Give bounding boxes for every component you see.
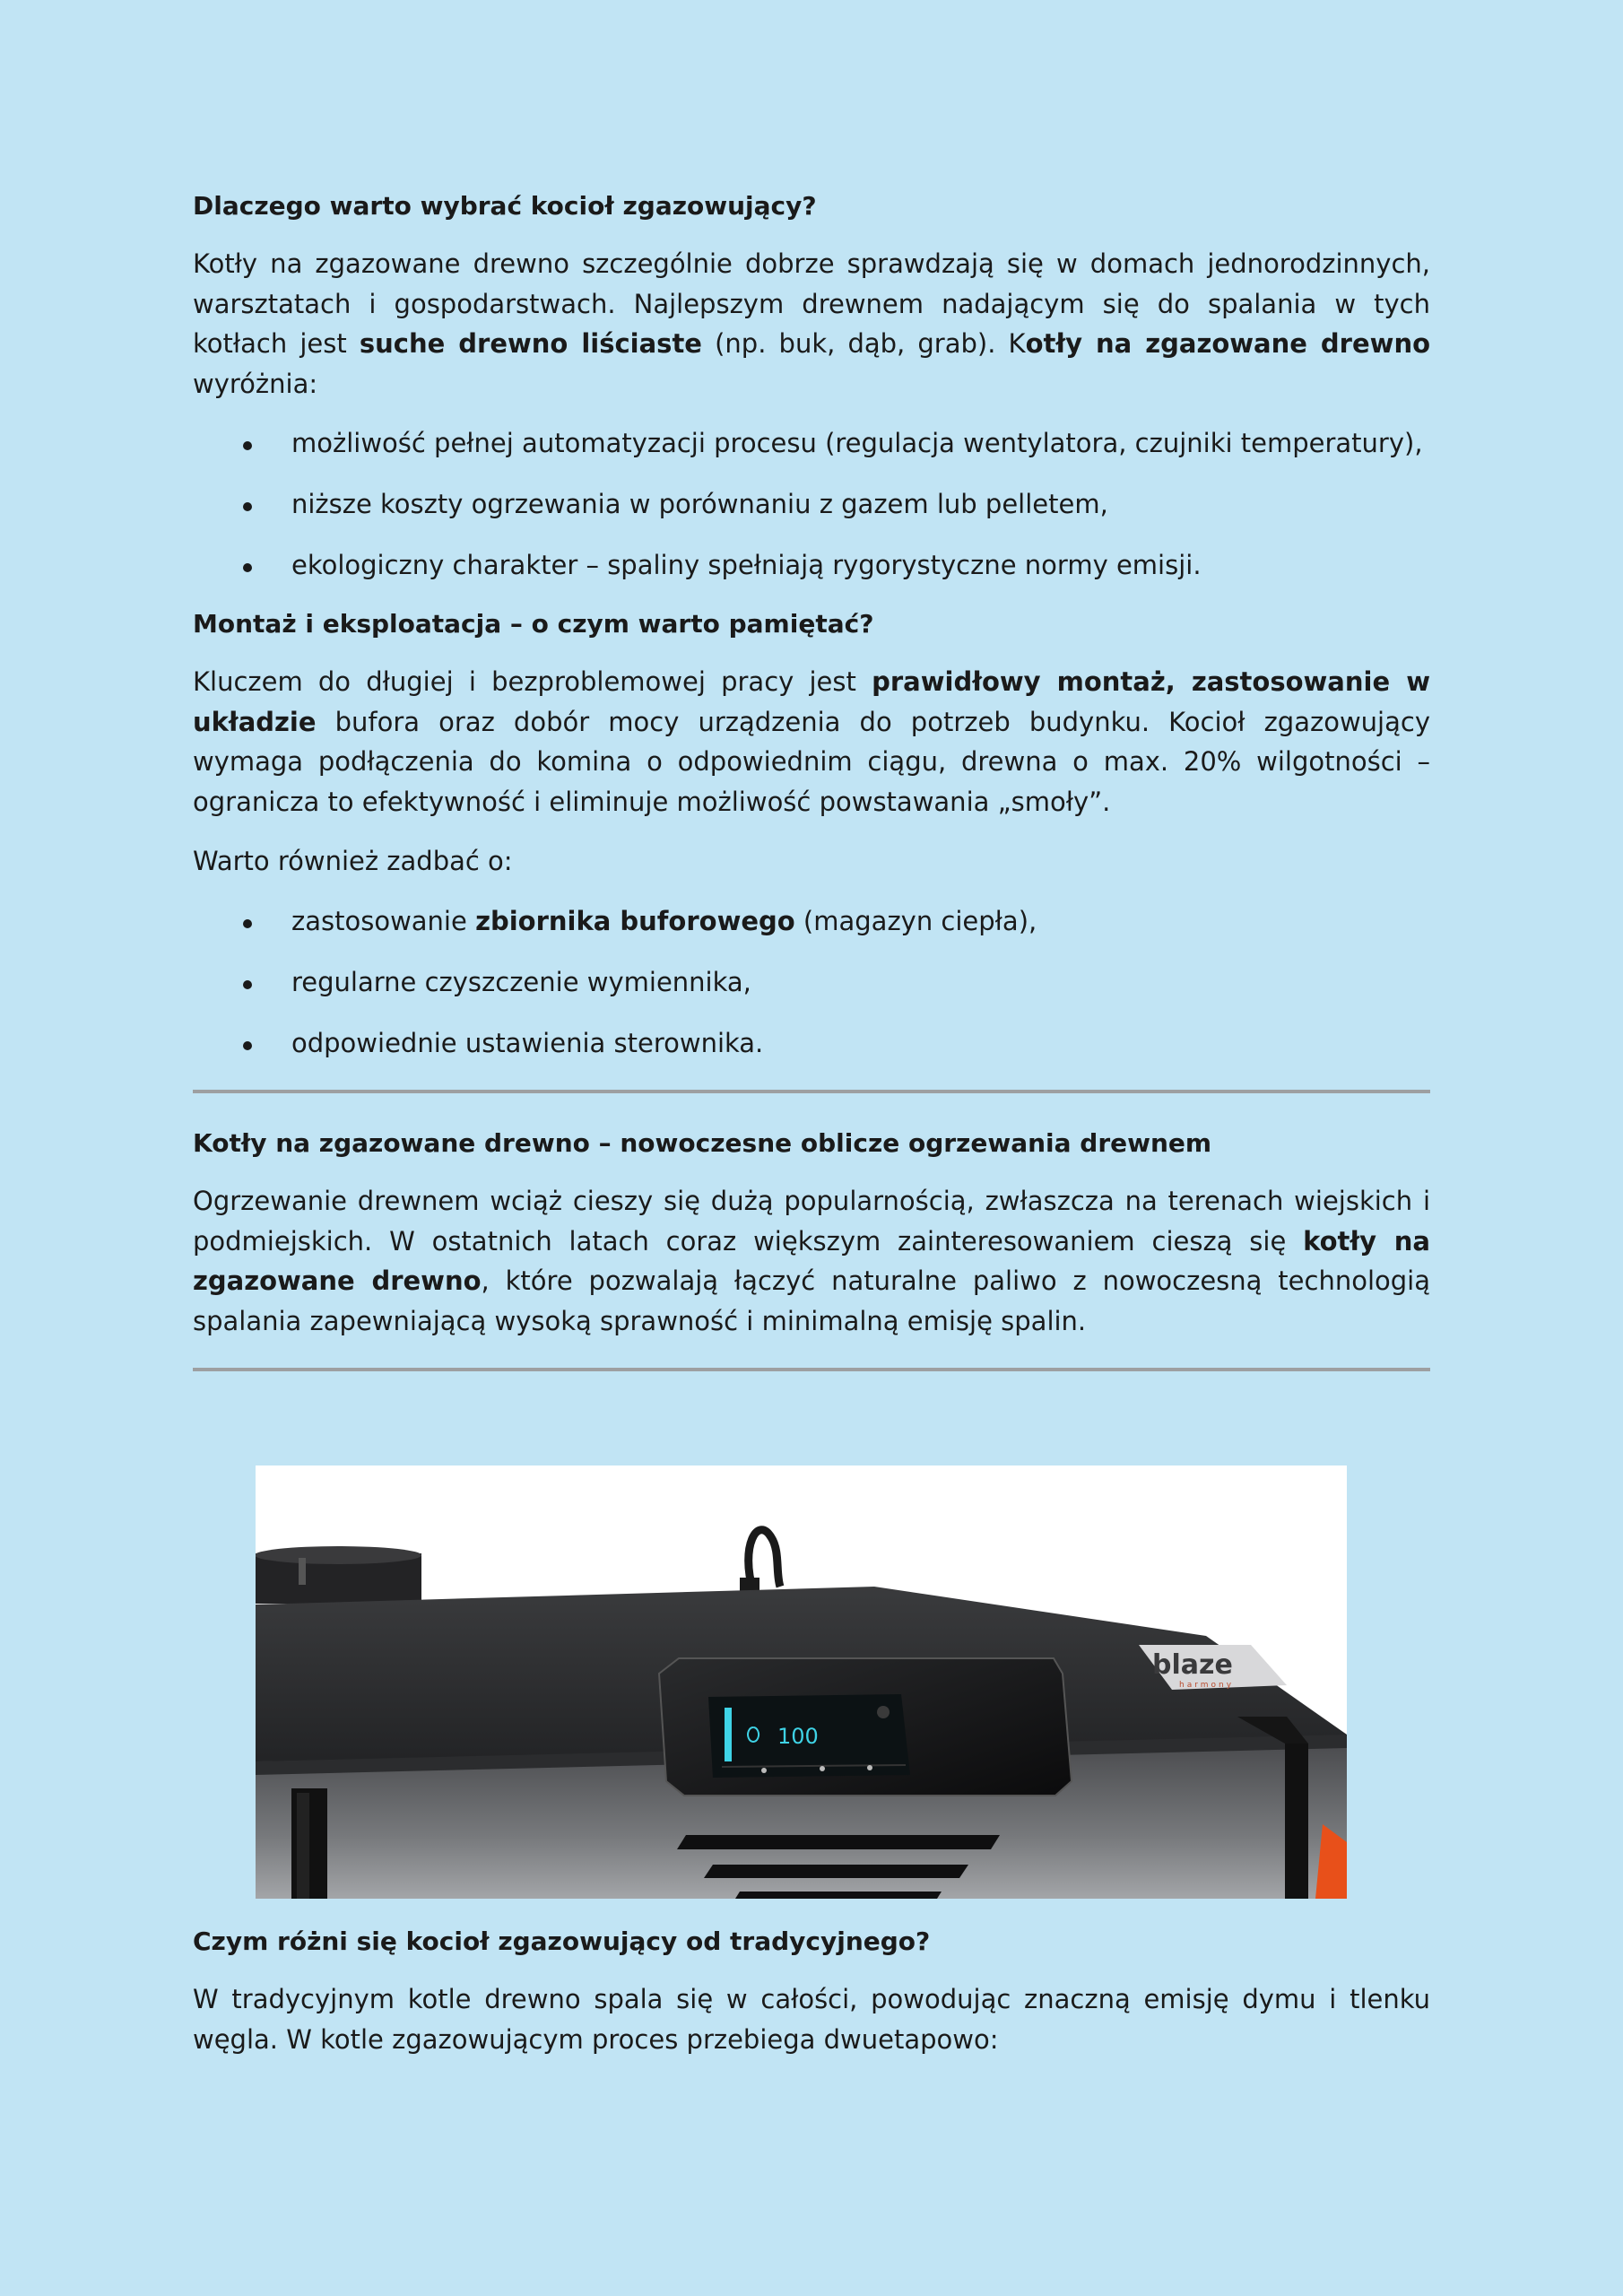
bullet-icon (243, 502, 252, 511)
heading-difference: Czym różni się kocioł zgazowujący od tradycyjnego? (193, 1926, 931, 1956)
bullet-icon (243, 1041, 252, 1050)
list-item: możliwość pełnej automatyzacji procesu (regulacja wentylatora, czujniki temperatury), (193, 423, 1430, 464)
heading-installation: Montaż i eksploatacja – o czym warto pamiętać? (193, 609, 874, 639)
control-panel (659, 1658, 1072, 1796)
boiler-photo (256, 1465, 1347, 1899)
list-item: odpowiednie ustawienia sterownika. (193, 1023, 1430, 1064)
paragraph-difference: W tradycyjnym kotle drewno spala się w całości, powodując znaczną emisję dymu i tlenku węgla. W kotle zgazowującym proces przebiega dwuetapowo: (193, 1984, 1430, 2055)
paragraph-installation: Kluczem do długiej i bezproblemowej pracy jest prawidłowy montaż, zastosowanie w układzie bufora oraz dobór mocy urządzenia do potrzeb budynku. Kocioł zgazowujący wymaga podłączenia do komina o odpowiednim ciągu, drewna o max. 20% wilgotności – ogranicza to efektywność i eliminuje możliwość powstawania „smoły”. (193, 666, 1430, 817)
bullet-icon (243, 563, 252, 572)
flue-pipe (256, 1546, 421, 1604)
display-readout: 100 (777, 1724, 819, 1749)
divider (193, 1090, 1430, 1093)
paragraph-intro: Kotły na zgazowane drewno szczególnie dobrze sprawdzają się w domach jednorodzinnych, warsztatach i gospodarstwach. Najlepszym drewnem nadającym się do spalania w tych kotłach jest suche drewno liściaste (np. buk, dąb, grab). Kotły na zgazowane drewno wyróżnia: (193, 248, 1431, 399)
article-body (193, 188, 1430, 1404)
svg-text:blaze: blaze (1152, 1649, 1233, 1681)
svg-text:harmony: harmony (1179, 1681, 1235, 1690)
list-item: niższe koszty ogrzewania w porównaniu z gazem lub pelletem, (193, 484, 1430, 525)
heading-modern-heating: Kotły na zgazowane drewno – nowoczesne oblicze ogrzewania drewnem (193, 1128, 1212, 1158)
article-body-continued (193, 1924, 1430, 2079)
bullet-icon (243, 980, 252, 989)
bullet-icon (243, 441, 252, 450)
divider (193, 1368, 1430, 1371)
list-item: ekologiczny charakter – spaliny spełniają rygorystyczne normy emisji. (193, 545, 1430, 586)
paragraph-care: Warto również zadbać o: (193, 846, 513, 876)
features-list (193, 423, 1430, 586)
care-list (193, 901, 1430, 1064)
heading-why-choose: Dlaczego warto wybrać kocioł zgazowujący? (193, 191, 817, 221)
bullet-icon (243, 919, 252, 928)
list-item: zastosowanie zbiornika buforowego (magazyn ciepła), (193, 901, 1430, 942)
paragraph-modern-heating: Ogrzewanie drewnem wciąż cieszy się dużą popularnością, zwłaszcza na terenach wiejskich i podmiejskich. W ostatnich latach coraz większym zainteresowaniem cieszą się kotły na zgazowane drewno, które pozwalają łączyć naturalne paliwo z nowoczesną technologią spalania zapewniającą wysoką sprawność i minimalną emisję spalin. (193, 1186, 1430, 1336)
list-item: regularne czyszczenie wymiennika, (193, 962, 1430, 1003)
